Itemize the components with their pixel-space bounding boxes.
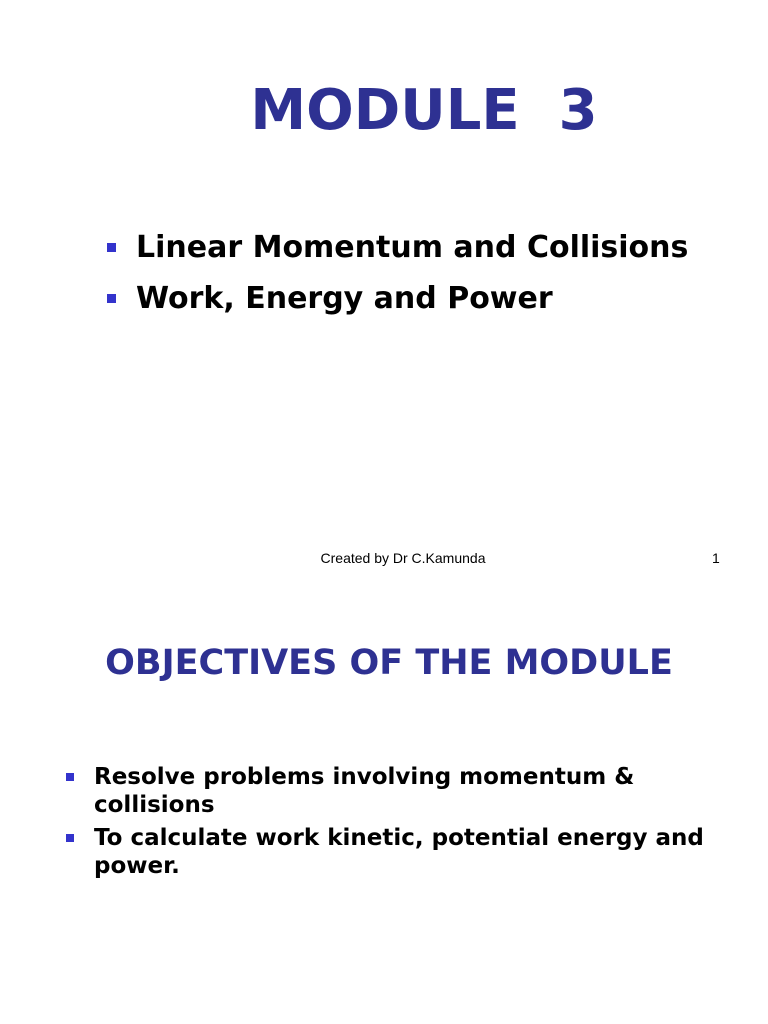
list-item	[107, 273, 688, 324]
square-bullet-icon	[107, 294, 116, 303]
square-bullet-icon	[66, 834, 74, 842]
objectives-list	[66, 763, 716, 885]
list-item	[66, 824, 716, 880]
topic-list	[107, 222, 688, 324]
square-bullet-icon	[107, 243, 116, 252]
page-number: 1	[712, 550, 720, 566]
module-title: MODULE 3	[250, 78, 598, 143]
objectives-title: OBJECTIVES OF THE MODULE	[105, 643, 673, 683]
list-item-text: Resolve problems involving momentum & collisions	[94, 764, 635, 818]
list-item-text: Work, Energy and Power	[136, 281, 553, 316]
author-footer: Created by Dr C.Kamunda	[320, 550, 486, 566]
list-item-text: Linear Momentum and Collisions	[136, 230, 689, 265]
slide-2	[0, 590, 768, 1024]
square-bullet-icon	[66, 773, 74, 781]
list-item	[66, 763, 716, 819]
list-item-text: To calculate work kinetic, potential energy and power.	[94, 825, 704, 879]
list-item	[107, 222, 688, 273]
